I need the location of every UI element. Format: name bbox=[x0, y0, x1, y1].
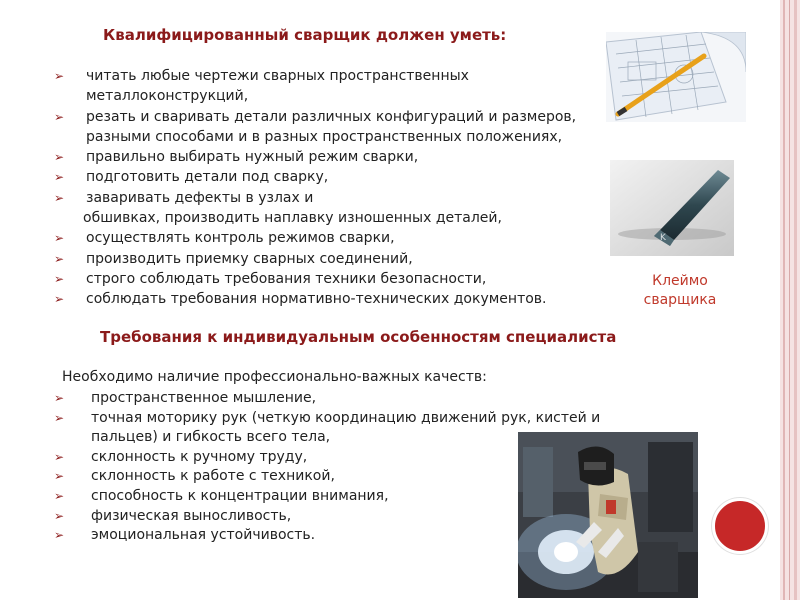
list-item-continuation: обшивках, производить наплавку изношенных деталей, bbox=[83, 210, 502, 227]
list-item: ➢ соблюдать требования нормативно-технических документов. bbox=[54, 289, 694, 309]
arrow-bullet-icon: ➢ bbox=[54, 271, 65, 286]
arrow-bullet-icon: ➢ bbox=[54, 170, 65, 185]
list-item: ➢ эмоциональная устойчивость. bbox=[54, 526, 724, 546]
arrow-bullet-icon: ➢ bbox=[54, 251, 65, 266]
list-item: ➢ физическая выносливость, bbox=[54, 507, 724, 527]
decorative-stripe bbox=[783, 0, 785, 600]
list-item: ➢ заваривать дефекты в узлах и bbox=[54, 188, 694, 208]
arrow-bullet-icon: ➢ bbox=[54, 69, 65, 83]
arrow-bullet-icon: ➢ bbox=[54, 292, 65, 307]
list-item: ➢ способность к концентрации внимания, bbox=[54, 487, 724, 507]
list-item: ➢ читать любые чертежи сварных пространственных металлоконструкций, bbox=[54, 68, 469, 105]
qualities-intro: Необходимо наличие профессионально-важных качеств: bbox=[62, 369, 487, 385]
welder-photo bbox=[518, 432, 698, 598]
decorative-circle bbox=[712, 498, 768, 554]
welder-stamp-image bbox=[610, 160, 734, 256]
arrow-bullet-icon: ➢ bbox=[54, 508, 65, 523]
arrow-bullet-icon: ➢ bbox=[54, 150, 65, 165]
list-item: ➢ склонность к работе с техникой, bbox=[54, 467, 724, 487]
list-item: ➢ осуществлять контроль режимов сварки, bbox=[54, 228, 694, 248]
heading-requirements: Требования к индивидуальным особенностям специалиста bbox=[100, 328, 617, 346]
list-item: ➢ подготовить детали под сварку, bbox=[54, 167, 694, 187]
svg-text:K: K bbox=[660, 233, 666, 243]
stamp-caption: Клеймо сварщика bbox=[643, 273, 717, 308]
arrow-bullet-icon: ➢ bbox=[54, 488, 65, 503]
skills-list bbox=[54, 66, 694, 310]
arrow-bullet-icon: ➢ bbox=[54, 391, 65, 405]
heading-skills: Квалифицированный сварщик должен уметь: bbox=[103, 26, 507, 44]
list-item: ➢ склонность к ручному труду, bbox=[54, 448, 724, 468]
decorative-stripe bbox=[794, 0, 797, 600]
arrow-bullet-icon: ➢ bbox=[54, 528, 65, 543]
arrow-bullet-icon: ➢ bbox=[54, 449, 65, 464]
list-item: ➢ производить приемку сварных соединений, bbox=[54, 249, 694, 269]
decorative-stripe bbox=[789, 0, 790, 600]
arrow-bullet-icon: ➢ bbox=[54, 190, 65, 205]
list-item: ➢ пространственное мышление, bbox=[54, 389, 724, 409]
arrow-bullet-icon: ➢ bbox=[54, 109, 65, 124]
arrow-bullet-icon: ➢ bbox=[54, 231, 65, 246]
list-item: ➢ точная моторику рук (четкую координацию движений рук, кистей и пальцев) и гибкость всего тела, bbox=[54, 409, 601, 446]
list-item: ➢ строго соблюдать требования техники безопасности, bbox=[54, 269, 694, 289]
list-item: ➢ резать и сваривать детали различных конфигураций и размеров, разными способами и в разных пространственных положениях, bbox=[54, 108, 577, 145]
list-item: ➢ правильно выбирать нужный режим сварки, bbox=[54, 147, 694, 167]
arrow-bullet-icon: ➢ bbox=[54, 410, 65, 425]
arrow-bullet-icon: ➢ bbox=[54, 469, 65, 484]
